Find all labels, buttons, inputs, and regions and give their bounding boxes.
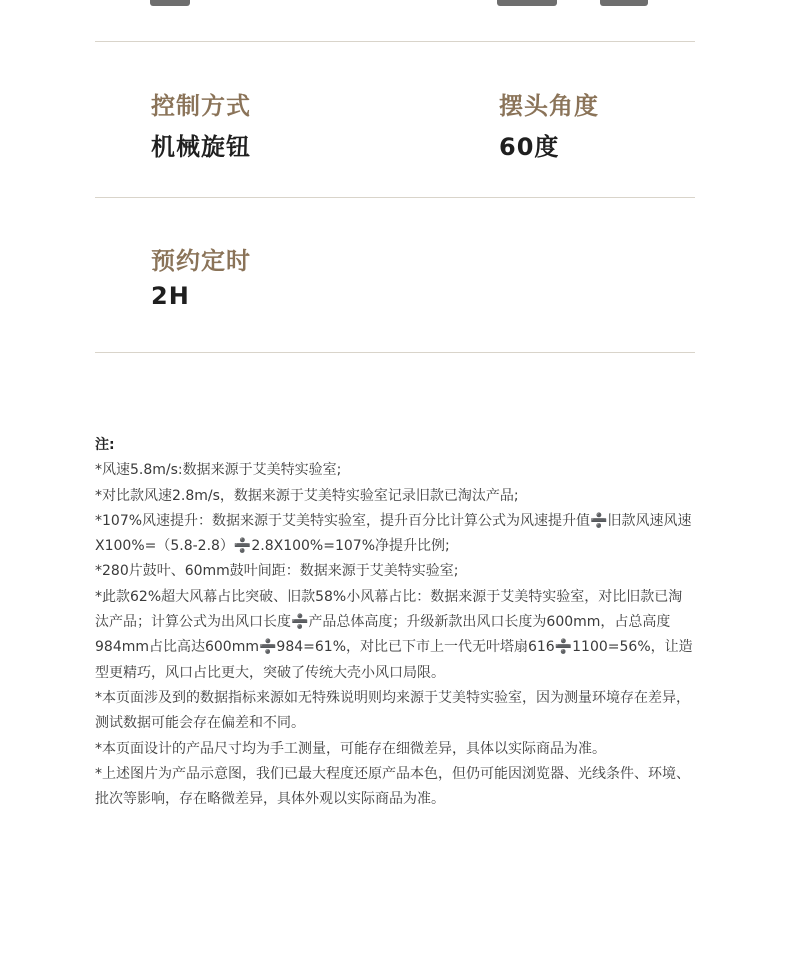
note-line: *280片鼓叶、60mm鼓叶间距：数据来源于艾美特实验室;	[95, 563, 459, 580]
notes-title: 注:	[95, 437, 115, 453]
note-line: *对比款风速2.8m/s，数据来源于艾美特实验室记录旧款已淘汰产品;	[95, 487, 519, 504]
spec-value-timer: 2H	[151, 282, 190, 310]
cropped-text-fragment	[497, 0, 557, 6]
note-line: *上述图片为产品示意图，我们已最大程度还原产品本色，但仍可能因浏览器、光线条件、环境、批次等影响，存在略微差异，具体外观以实际商品为准。	[95, 765, 690, 808]
spec-value-control: 机械旋钮	[151, 133, 251, 161]
spec-value-oscillation: 60度	[499, 133, 560, 161]
divider	[95, 41, 695, 42]
spec-label-control: 控制方式	[151, 92, 251, 120]
notes-section	[95, 433, 695, 812]
note-line: *本页面涉及到的数据指标来源如无特殊说明则均来源于艾美特实验室，因为测量环境存在差异，测试数据可能会存在偏差和不同。	[95, 689, 690, 732]
cropped-text-fragment	[600, 0, 648, 6]
cropped-text-fragment	[150, 0, 190, 6]
divider	[95, 352, 695, 353]
note-line: *此款62%超大风幕占比突破、旧款58%小风幕占比：数据来源于艾美特实验室，对比旧款已淘汰产品；计算公式为出风口长度➗产品总体高度；升级新款出风口长度为600mm，占总高度984mm占比高达600mm➗984=61%，对比已下市上一代无叶塔扇616➗1100=56%，让造型更精巧，风口占比更大，突破了传统大壳小风口局限。	[95, 588, 693, 681]
divider	[95, 197, 695, 198]
spec-label-timer: 预约定时	[151, 247, 251, 275]
note-line: *本页面设计的产品尺寸均为手工测量，可能存在细微差异，具体以实际商品为准。	[95, 740, 606, 757]
spec-label-oscillation: 摆头角度	[499, 92, 599, 120]
note-line: *107%风速提升：数据来源于艾美特实验室，提升百分比计算公式为风速提升值➗旧款风速风速X100%=（5.8-2.8）➗2.8X100%=107%净提升比例;	[95, 512, 692, 555]
note-line: *风速5.8m/s:数据来源于艾美特实验室;	[95, 462, 342, 479]
